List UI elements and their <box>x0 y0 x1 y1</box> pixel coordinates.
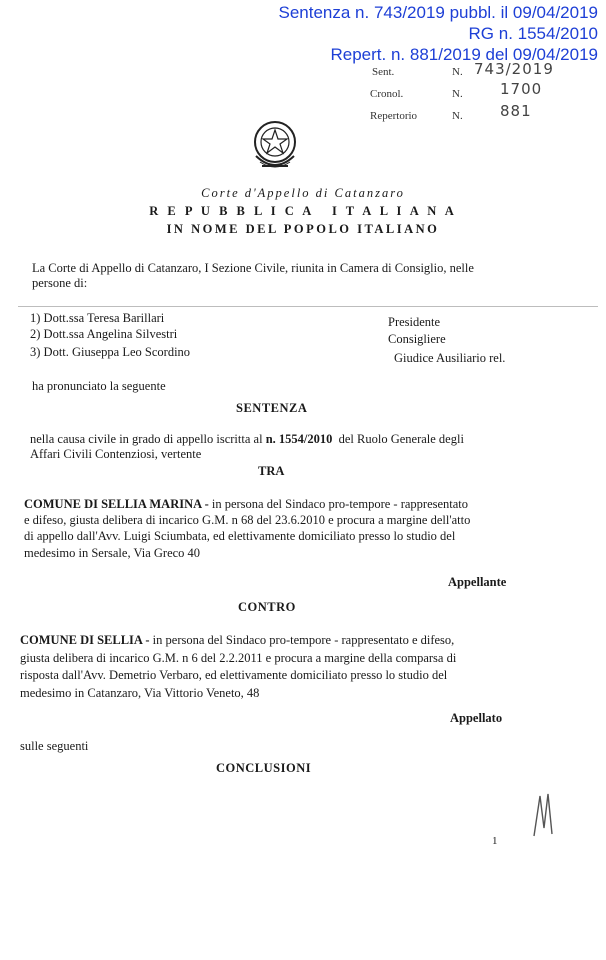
judge-role: Giudice Ausiliario rel. <box>394 351 506 365</box>
stamp-repert: Repert. n. 881/2019 del 09/04/2019 <box>330 45 598 64</box>
sulle-text: sulle seguenti <box>20 739 89 753</box>
sentenza-heading: SENTENZA <box>236 401 308 415</box>
judge-role: Consigliere <box>388 332 446 346</box>
stamp-rg: RG n. 1554/2010 <box>468 24 598 43</box>
judge-name: 3) Dott. Giuseppa Leo Scordino <box>30 345 191 359</box>
registry-repertorio-label: Repertorio <box>370 110 418 122</box>
registry-cronol-value: 1700 <box>500 80 543 98</box>
registry-repertorio-prefix: N. <box>452 110 463 122</box>
tra-heading: TRA <box>258 464 285 478</box>
appellante-name: COMUNE DI SELLIA MARINA - <box>24 497 209 511</box>
causa-line-2: Affari Civili Contenziosi, vertente <box>30 447 202 461</box>
registry-sent-label: Sent. <box>372 66 395 78</box>
causa-line-1 <box>30 431 464 447</box>
intro-line-2: persone di: <box>32 276 88 290</box>
registry-cronol-prefix: N. <box>452 88 463 100</box>
appellato-text: in persona del Sindaco pro-tempore - rappresentato e difeso, <box>149 633 455 647</box>
signature-initials <box>530 790 558 840</box>
registry-sent-prefix: N. <box>452 66 463 78</box>
appellato-line-4: medesimo in Catanzaro, Via Vittorio Veneto, 48 <box>20 686 260 700</box>
registry-repertorio-value: 881 <box>500 102 532 120</box>
appellante-line-3: di appello dall'Avv. Luigi Sciumbata, ed elettivamente domiciliato presso lo studio del <box>24 529 456 543</box>
intro-line-1: La Corte di Appello di Catanzaro, I Sezione Civile, riunita in Camera di Consiglio, nelle <box>32 261 474 275</box>
appellato-line-3: risposta dall'Avv. Demetrio Verbaro, ed elettivamente domiciliato presso lo studio del <box>20 668 448 682</box>
appellato-name: COMUNE DI SELLIA - <box>20 633 150 647</box>
in-nome-heading: IN NOME DEL POPOLO ITALIANO <box>166 222 440 236</box>
italian-emblem-icon <box>248 118 302 176</box>
appellante-role: Appellante <box>448 575 507 589</box>
publication-stamp <box>279 2 599 65</box>
contro-heading: CONTRO <box>238 600 296 614</box>
appellante-text: in persona del Sindaco pro-tempore - rappresentato <box>208 497 469 511</box>
judge-name: 2) Dott.ssa Angelina Silvestri <box>30 327 178 341</box>
pronunciato-text: ha pronunciato la seguente <box>32 379 166 393</box>
page-number: 1 <box>492 835 498 847</box>
court-name: Corte d'Appello di Catanzaro <box>201 186 405 200</box>
divider <box>18 306 598 307</box>
causa-pre: nella causa civile in grado di appello iscritta al <box>30 432 266 446</box>
registry-cronol-label: Cronol. <box>370 88 404 100</box>
judge-name: 1) Dott.ssa Teresa Barillari <box>30 311 165 325</box>
causa-post: del Ruolo Generale degli <box>332 432 464 446</box>
registry-sent-value: 743/2019 <box>474 60 554 78</box>
case-number: n. 1554/2010 <box>265 432 333 446</box>
appellato-line-2: giusta delibera di incarico G.M. n 6 del 2.2.2011 e procura a margine della comparsa di <box>20 651 457 665</box>
appellato-role: Appellato <box>450 711 503 725</box>
appellato-line-1 <box>20 632 454 648</box>
appellante-line-2: e difeso, giusta delibera di incarico G.M. n 68 del 23.6.2010 e procura a margine dell'atto <box>24 513 471 527</box>
appellante-line-1 <box>24 496 468 512</box>
appellante-line-4: medesimo in Sersale, Via Greco 40 <box>24 546 201 560</box>
stamp-sentenza: Sentenza n. 743/2019 pubbl. il 09/04/2019 <box>278 3 598 22</box>
judge-role: Presidente <box>388 315 441 329</box>
conclusioni-heading: CONCLUSIONI <box>216 761 312 775</box>
republic-heading: R E P U B B L I C A I T A L I A N A <box>149 204 457 218</box>
